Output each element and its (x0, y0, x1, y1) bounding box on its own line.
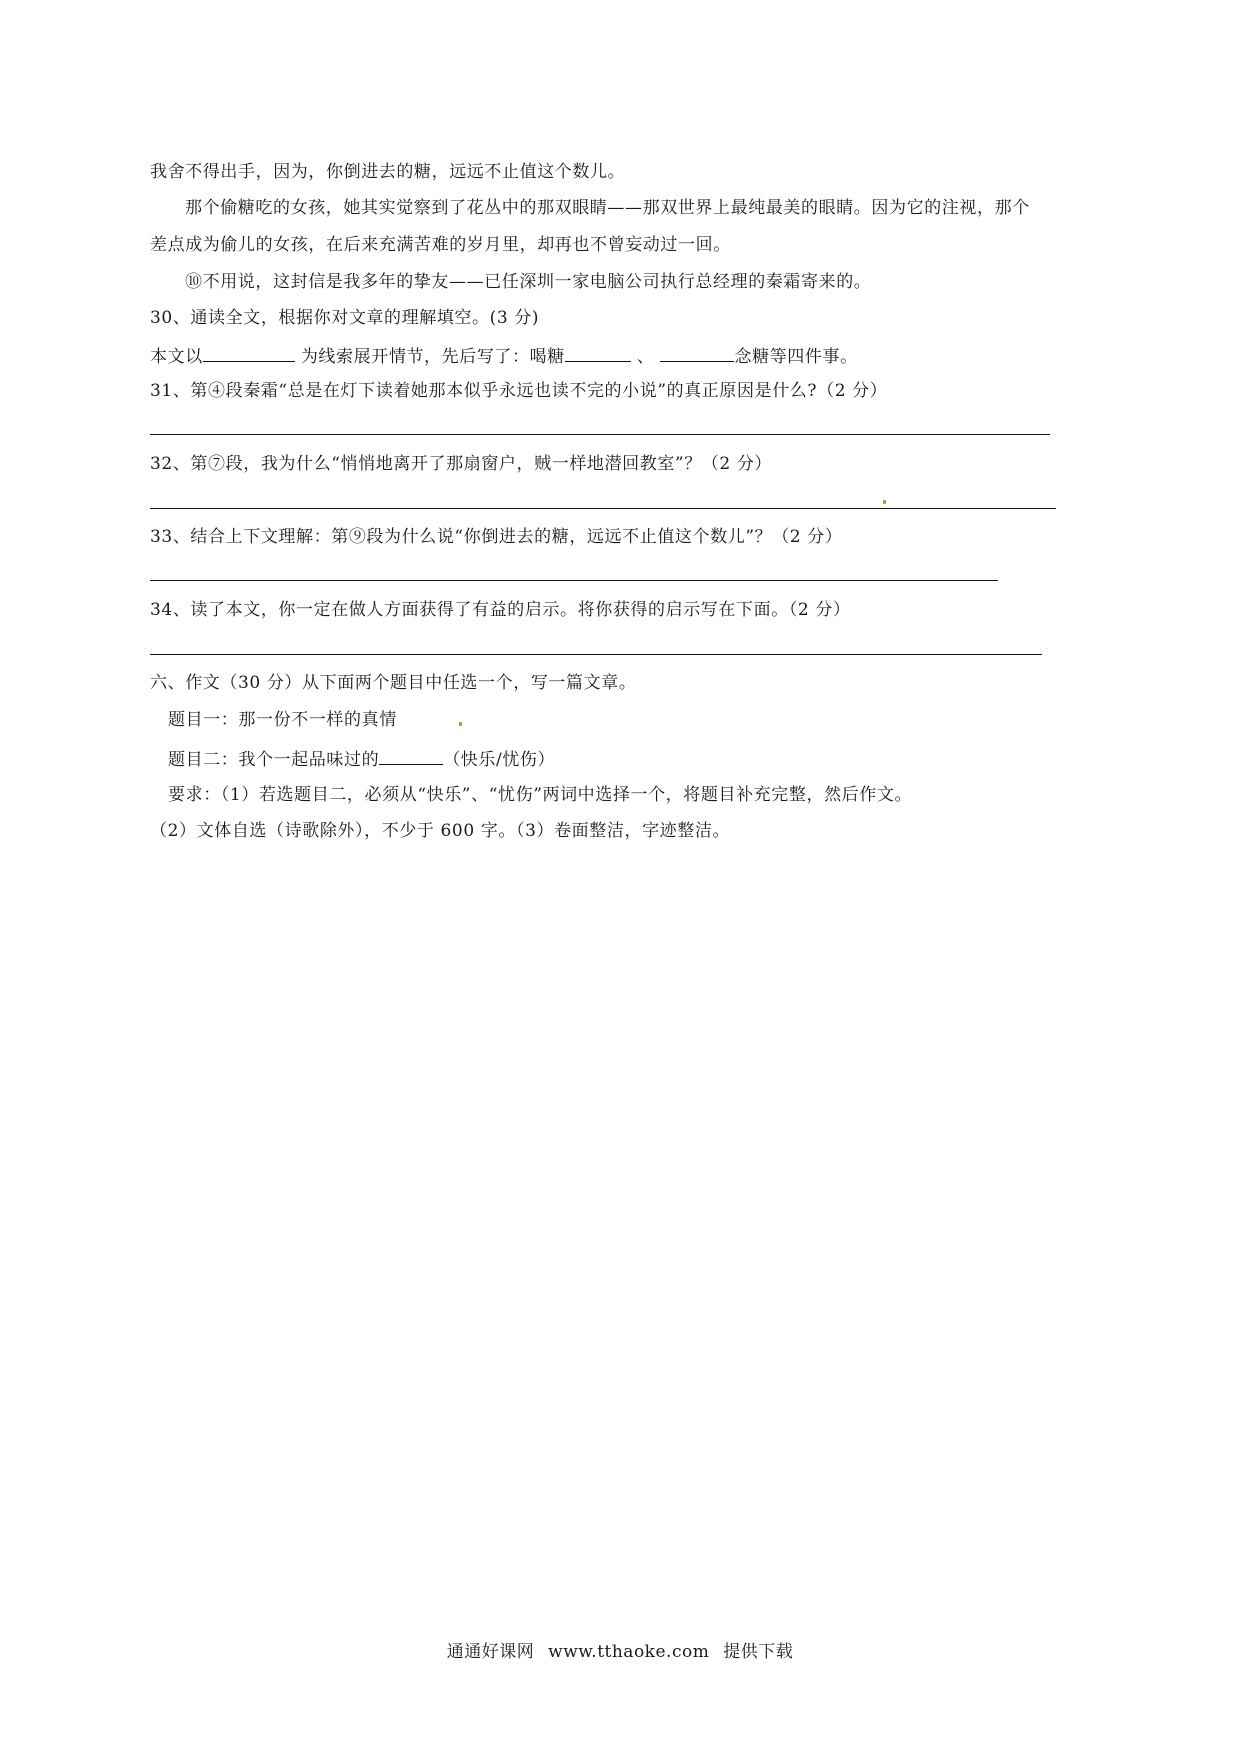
ink-speck (459, 722, 462, 726)
answer-line-32[interactable] (150, 508, 1056, 509)
fill-text: 、 (636, 347, 655, 367)
question-32: 32、第⑦段，我为什么“悄悄地离开了那扇窗户，贼一样地潜回教室”？（2 分） (150, 454, 773, 474)
fill-text: 本文以 (150, 347, 203, 367)
ink-speck (883, 500, 886, 504)
answer-line-33[interactable] (150, 580, 998, 581)
essay-topic-1: 题目一：那一份不一样的真情 (168, 710, 397, 730)
question-30-fill-in (150, 343, 858, 369)
question-30: 30、通读全文，根据你对文章的理解填空。(3 分) (150, 308, 540, 328)
fill-blank[interactable] (203, 343, 295, 362)
fill-blank[interactable] (565, 343, 631, 362)
question-33: 33、结合上下文理解：第⑨段为什么说“你倒进去的糖，远远不止值这个数儿”？（2 分） (150, 527, 843, 547)
essay-requirement-2: （2）文体自选（诗歌除外），不少于 600 字。（3）卷面整洁，字迹整洁。 (150, 821, 731, 841)
passage-paragraph-10: ⑩不用说，这封信是我多年的挚友——已任深圳一家电脑公司执行总经理的秦霜寄来的。 (185, 272, 872, 292)
footer-site-name: 通通好课网 (446, 1642, 535, 1662)
question-31: 31、第④段秦霜“总是在灯下读着她那本似乎永远也读不完的小说”的真正原因是什么?（2 分） (150, 381, 888, 401)
passage-paragraph-text: 差点成为偷儿的女孩，在后来充满苦难的岁月里，却再也不曾妄动过一回。 (150, 235, 731, 255)
essay-heading: 六、作文（30 分）从下面两个题目中任选一个，写一篇文章。 (150, 673, 637, 693)
topic-2-suffix: （快乐/忧伤） (443, 750, 556, 770)
answer-line-31[interactable] (150, 434, 1050, 435)
fill-text: 为线索展开情节，先后写了：喝糖 (300, 347, 565, 367)
passage-paragraph-9-end: 我舍不得出手，因为，你倒进去的糖，远远不止值这个数儿。 (150, 162, 626, 182)
answer-line-34[interactable] (150, 654, 1042, 655)
fill-blank[interactable] (660, 343, 734, 362)
topic-2-blank[interactable] (379, 746, 443, 765)
footer-url[interactable]: www.tthaoke.com (548, 1642, 710, 1662)
topic-2-prefix: 题目二：我个一起品味过的 (168, 750, 380, 770)
essay-requirement-1: 要求：（1）若选题目二，必须从“快乐”、“忧伤”两词中选择一个，将题目补充完整，然后作文。 (168, 785, 913, 805)
fill-text: 念糖等四件事。 (734, 347, 858, 367)
passage-paragraph-text: 那个偷糖吃的女孩，她其实觉察到了花丛中的那双眼睛——那双世界上最纯最美的眼睛。因为它的注视，那个 (185, 198, 1030, 218)
question-34: 34、读了本文，你一定在做人方面获得了有益的启示。将你获得的启示写在下面。（2 分） (150, 600, 851, 620)
page-footer (0, 1640, 1240, 1664)
footer-suffix: 提供下载 (723, 1642, 794, 1662)
essay-topic-2 (168, 746, 555, 772)
